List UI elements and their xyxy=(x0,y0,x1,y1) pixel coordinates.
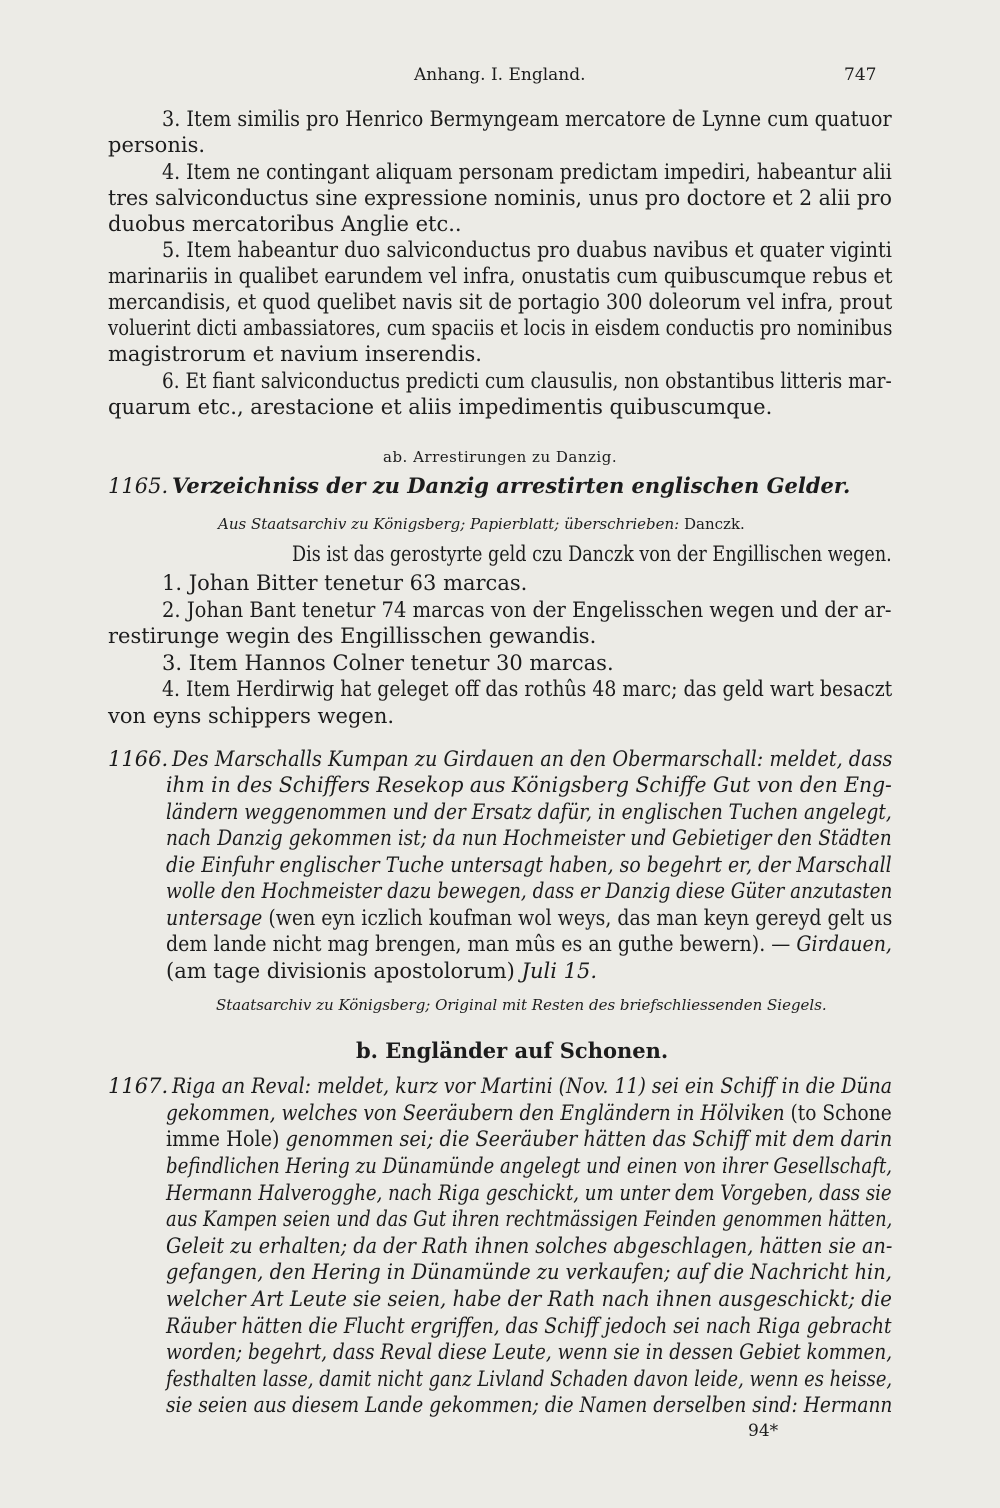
text-line: voluerint dicti ambassiatores, cum spaciis et locis in eisdem conductis pro nominibus xyxy=(108,316,893,340)
text-line: 2. Johan Bant tenetur 74 marcas von der Engelisschen wegen und der ar- xyxy=(162,598,892,622)
source-note xyxy=(218,511,745,537)
text-line: 3. Item similis pro Henrico Bermyngeam mercatore de Lynne cum quatuor xyxy=(162,107,892,131)
text-line: mercandisis, et quod quelibet navis sit de portagio 300 doleorum vel infra, prout xyxy=(108,290,893,314)
text-line: Geleit zu erhalten; da der Rath ihnen solches abgeschlagen, hätten sie an- xyxy=(166,1234,893,1258)
text-line: marinariis in qualibet earundem vel infra, onustatis cum quibuscumque rebus et xyxy=(108,264,893,288)
subsection-heading: ab. Arrestirungen zu Danzig. xyxy=(383,448,618,466)
text-plain: (to Schone xyxy=(784,1101,892,1125)
text-line: von eyns schippers wegen. xyxy=(108,704,395,728)
text-line: ländern weggenommen und der Ersatz dafür, in englischen Tuchen angelegt, xyxy=(166,800,892,824)
text-line xyxy=(166,931,892,957)
signature-mark: 94* xyxy=(748,1421,779,1441)
text-line: 3. Item Hannos Colner tenetur 30 marcas. xyxy=(162,651,614,675)
text-italic: Girdauen, xyxy=(796,932,892,956)
text-line: quarum etc., arestacione et aliis impedimentis quibuscumque. xyxy=(108,395,773,419)
entry-title: Verzeichniss der zu Danzig arrestirten englischen Gelder. xyxy=(172,473,851,498)
text-line: tres salviconductus sine expressione nominis, unus pro doctore et 2 alii pro xyxy=(108,186,892,210)
text-line: die Einfuhr englischer Tuche untersagt haben, so begehrt er, der Marschall xyxy=(166,853,892,877)
text-line xyxy=(166,1126,892,1152)
text-plain: (am tage divisionis apostolorum) xyxy=(166,959,522,983)
source-note-plain: Danczk. xyxy=(684,515,745,533)
running-header: Anhang. I. England. xyxy=(414,65,586,85)
text-line: personis. xyxy=(108,133,206,157)
text-line: sie seien aus diesem Lande gekommen; die Namen derselben sind: Hermann xyxy=(166,1393,893,1417)
entry-number: 1167. xyxy=(108,1074,169,1098)
entry-number: 1166. xyxy=(108,747,169,771)
entry-title-line: Des Marschalls Kumpan zu Girdauen an den Obermarschall: meldet, dass xyxy=(172,747,893,771)
text-italic: Juli 15. xyxy=(521,959,597,983)
text-line: wolle den Hochmeister dazu bewegen, dass er Danzig diese Güter anzutasten xyxy=(166,879,893,903)
source-note-italic: Aus Staatsarchiv zu Königsberg; Papierblatt; überschrieben: xyxy=(218,515,680,533)
entry-intro: Dis ist das gerostyrte geld czu Danczk von der Engillischen wegen. xyxy=(292,542,892,566)
text-line xyxy=(166,958,597,984)
text-plain: dem lande nicht mag brengen, man mûs es an guthe bewern). — xyxy=(166,932,797,956)
text-line: worden; begehrt, dass Reval diese Leute, wenn sie in dessen Gebiet kommen, xyxy=(166,1340,893,1364)
text-italic: genommen sei; die Seeräuber hätten das Schiff mit dem darin xyxy=(285,1127,893,1151)
text-line: 5. Item habeantur duo salviconductus pro duabus navibus et quater viginti xyxy=(162,238,892,262)
text-line: aus Kampen seien und das Gut ihren rechtmässigen Feinden genommen hätten, xyxy=(166,1207,893,1231)
source-note: Staatsarchiv zu Königsberg; Original mit Resten des briefschliessenden Siegels. xyxy=(216,996,827,1014)
page-number: 747 xyxy=(844,65,877,85)
text-line: restirunge wegin des Engillisschen gewandis. xyxy=(108,624,597,648)
section-heading: b. Engländer auf Schonen. xyxy=(356,1038,669,1063)
text-line: gefangen, den Hering in Dünamünde zu verkaufen; auf die Nachricht hin, xyxy=(166,1260,892,1284)
text-italic: untersage xyxy=(166,906,263,930)
text-line: duobus mercatoribus Anglie etc.. xyxy=(108,212,462,236)
text-plain: (wen eyn iczlich koufman wol weys, das man keyn gereyd gelt us xyxy=(262,906,893,930)
text-plain: imme Hole) xyxy=(166,1127,286,1151)
text-line: ihm in des Schiffers Resekop aus Königsberg Schiffe Gut von den Eng- xyxy=(166,773,892,797)
text-line: welcher Art Leute sie seien, habe der Rath nach ihnen ausgeschickt; die xyxy=(166,1287,892,1311)
text-line: nach Danzig gekommen ist; da nun Hochmeister und Gebietiger den Städten xyxy=(166,826,892,850)
text-line: 1. Johan Bitter tenetur 63 marcas. xyxy=(162,571,528,595)
text-line xyxy=(166,905,892,931)
text-line: 4. Item ne contingant aliquam personam predictam impediri, habeantur alii xyxy=(162,160,892,184)
entry-number: 1165. xyxy=(108,474,169,498)
text-line xyxy=(166,1100,892,1126)
text-italic: gekommen, welches von Seeräubern den Engländern in Hölviken xyxy=(166,1101,785,1125)
text-line: festhalten lasse, damit nicht ganz Livland Schaden davon leide, wenn es heisse, xyxy=(166,1367,893,1391)
text-line: Hermann Halverogghe, nach Riga geschickt, um unter dem Vorgeben, dass sie xyxy=(166,1181,892,1205)
text-line: befindlichen Hering zu Dünamünde angelegt und einen von ihrer Gesellschaft, xyxy=(166,1154,893,1178)
text-line: Räuber hätten die Flucht ergriffen, das Schiff jedoch sei nach Riga gebracht xyxy=(166,1314,892,1338)
text-line: 4. Item Herdirwig hat geleget off das rothûs 48 marc; das geld wart besaczt xyxy=(162,677,893,701)
entry-title-line: Riga an Reval: meldet, kurz vor Martini (Nov. 11) sei ein Schiff in die Düna xyxy=(172,1074,893,1098)
text-line: 6. Et fiant salviconductus predicti cum clausulis, non obstantibus litteris mar- xyxy=(162,369,892,393)
text-line: magistrorum et navium inserendis. xyxy=(108,342,482,366)
